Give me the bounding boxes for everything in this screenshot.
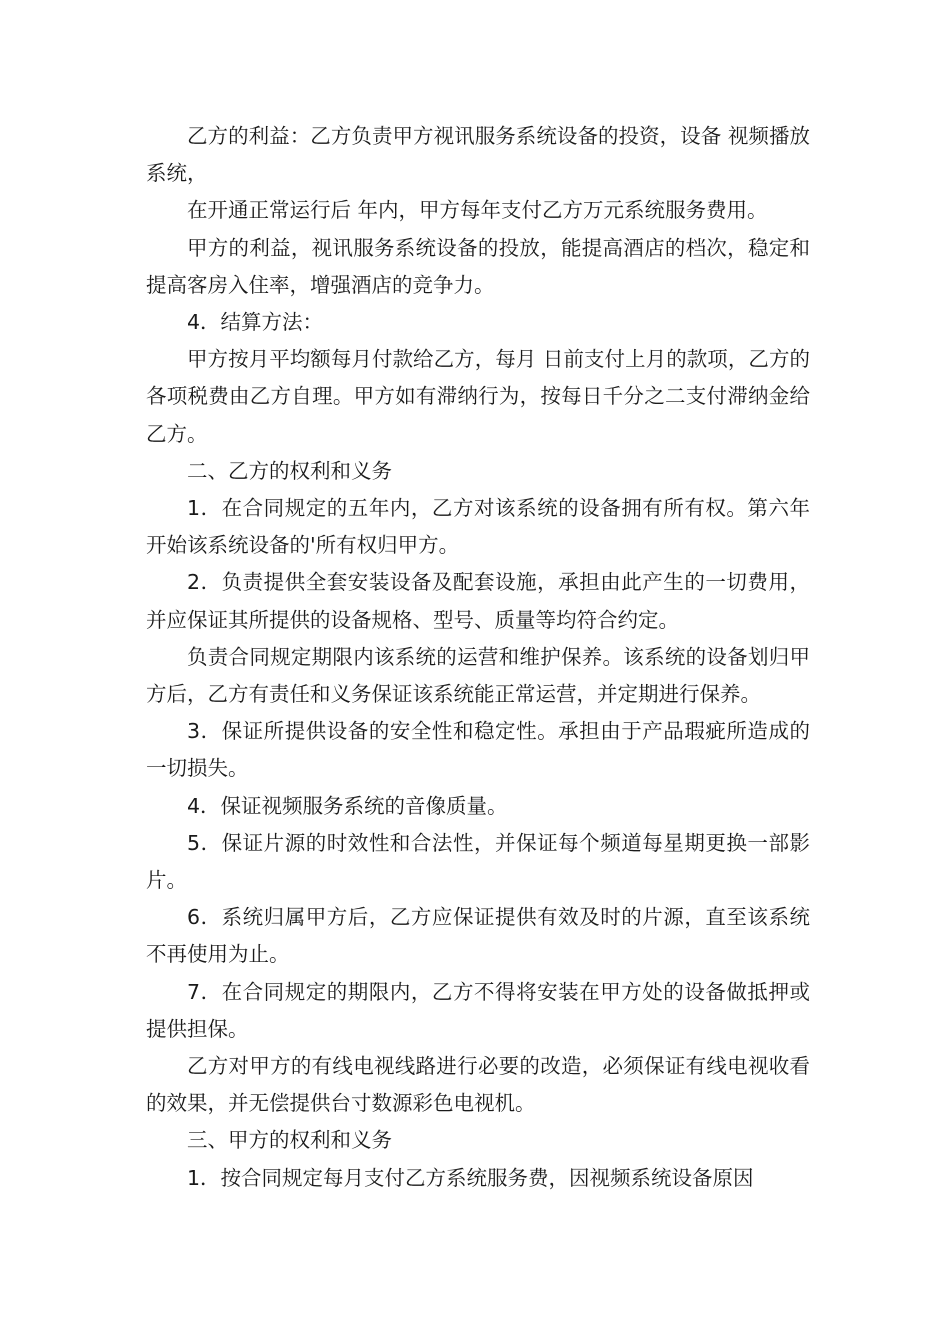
paragraph-2-4: 4．保证视频服务系统的音像质量。 <box>187 793 508 818</box>
paragraph-2-7: 7．在合同规定的期限内，乙方不得将安装在甲方处的设备做抵押或提供担保。 <box>146 979 810 1041</box>
paragraph-yifang-benefit: 乙方的利益：乙方负责甲方视讯服务系统设备的投资，设备 视频播放系统， <box>146 124 810 186</box>
paragraph-2-1: 1．在合同规定的五年内，乙方对该系统的设备拥有所有权。第六年开始该系统设备的'所有权归甲方。 <box>146 496 810 558</box>
paragraph-2-5: 5．保证片源的时效性和合法性，并保证每个频道每星期更换一部影片。 <box>146 830 810 893</box>
paragraph-2-2: 2．负责提供全套安装设备及配套设施，承担由此产生的一切费用，并应保证其所提供的设备规格、型号、质量等均符合约定。 <box>146 570 810 632</box>
paragraph-3-1: 1．按合同规定每月支付乙方系统服务费，因视频系统设备原因 <box>187 1165 754 1190</box>
document-body <box>146 118 810 1197</box>
paragraph-2-6: 6．系统归属甲方后，乙方应保证提供有效及时的片源，直至该系统不再使用为止。 <box>146 905 810 967</box>
heading-section-2: 二、乙方的权利和义务 <box>187 458 392 483</box>
paragraph-annual-fee: 在开通正常运行后 年内，甲方每年支付乙方万元系统服务费用。 <box>187 198 768 223</box>
paragraph-2-3: 3．保证所提供设备的安全性和稳定性。承担由于产品瑕疵所造成的一切损失。 <box>146 719 810 781</box>
paragraph-maintenance: 负责合同规定期限内该系统的运营和维护保养。该系统的设备划归甲方后，乙方有责任和义务保证该系统能正常运营，并定期进行保养。 <box>146 644 810 707</box>
heading-settlement-method: 4．结算方法： <box>187 310 324 335</box>
paragraph-cable-tv: 乙方对甲方的有线电视线路进行必要的改造，必须保证有线电视收看的效果，并无偿提供台寸数源彩色电视机。 <box>146 1054 810 1116</box>
paragraph-jiafang-benefit: 甲方的利益，视讯服务系统设备的投放，能提高酒店的档次，稳定和提高客房入住率，增强酒店的竞争力。 <box>146 235 810 297</box>
heading-section-3: 三、甲方的权利和义务 <box>187 1128 392 1153</box>
paragraph-settlement-terms: 甲方按月平均额每月付款给乙方，每月 日前支付上月的款项，乙方的各项税费由乙方自理。甲方如有滞纳行为，按每日千分之二支付滞纳金给乙方。 <box>146 347 810 446</box>
